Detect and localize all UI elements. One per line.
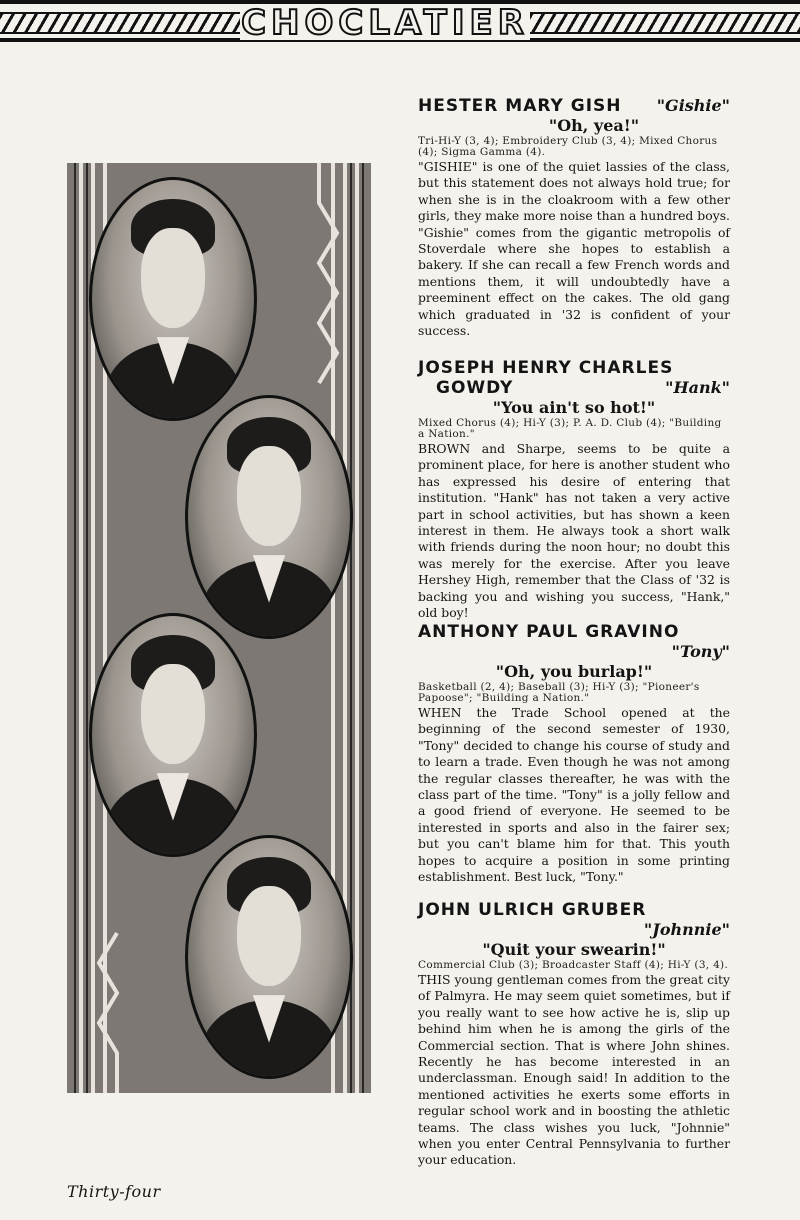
student-activities: Mixed Chorus (4); Hi-Y (3); P. A. D. Club (4); "Building a Nation." <box>418 417 722 440</box>
student-bio: WHEN the Trade School opened at the beginning of the second semester of 1930, "Tony" decided to change his course of study and to learn a trade. Even though he was not among the regular classes thereafter, he was with the class part of the time. "Tony" is a jolly fellow and a good friend of everyone. He seemed to be interested in sports and also in the fairer sex; but you can't blame him for that. This youth hopes to acquire a position in some printing establishment. Best luck, "Tony." <box>418 705 730 885</box>
page-number: Thirty-four <box>67 1182 161 1201</box>
header-zigzag-left <box>0 12 240 34</box>
student-activities: Tri-Hi-Y (3, 4); Embroidery Club (3, 4); Mixed Chorus (4); Sigma Gamma (4). <box>418 135 718 158</box>
student-quote: "Oh, yea!" <box>548 116 640 135</box>
student-activities: Commercial Club (3); Broadcaster Staff (4); Hi-Y (3, 4). <box>418 959 729 971</box>
student-quote: "Quit your swearin!" <box>482 940 666 959</box>
student-quote: "Oh, you burlap!" <box>495 662 653 681</box>
student-nickname: "Hank" <box>665 378 730 397</box>
student-quote: "You ain't so hot!" <box>492 398 656 417</box>
portrait-photo-gowdy <box>185 395 353 639</box>
student-nickname: "Johnnie" <box>643 920 730 939</box>
portrait-photo-gruber <box>185 835 353 1079</box>
header-zigzag-right <box>530 12 800 34</box>
student-name: ANTHONY PAUL GRAVINO <box>418 622 680 642</box>
student-nickname: "Gishie" <box>656 96 730 115</box>
header-title: CHOCLATIER <box>241 3 529 43</box>
entry-gravino <box>418 622 730 885</box>
photo-panel <box>67 163 371 1093</box>
student-name: HESTER MARY GISH <box>418 96 622 116</box>
student-activities: Basketball (2, 4); Baseball (3); Hi-Y (3); "Pioneer's Papoose"; "Building a Nation." <box>418 681 700 704</box>
portrait-photo-gish <box>89 177 257 421</box>
portrait-photo-gravino <box>89 613 257 857</box>
student-name-line1: JOSEPH HENRY CHARLES <box>418 358 674 378</box>
student-bio: BROWN and Sharpe, seems to be quite a prominent place, for here is another student who has expressed his desire of entering that institution. "Hank" has not taken a very active part in school activities, but has shown a keen interest in them. He always took a short walk with friends during the noon hour; no doubt this was merely for the exercise. After you leave Hershey High, remember that the Class of '32 is backing you and wishing you success, "Hank," old boy! <box>418 441 730 621</box>
entry-gruber <box>418 900 730 1169</box>
student-bio: "GISHIE" is one of the quiet lassies of the class, but this statement does not always hold true; for when she is in the cloakroom with a few other girls, they make more noise than a hundred boys. "Gishie" comes from the gigantic metropolis of Stoverdale where she hopes to establish a bakery. If she can recall a few French words and mentions them, it will undoubtedly have a preeminent effect on the cakes. The old gang which graduated in '32 is confident of your success. <box>418 159 730 339</box>
entry-gowdy <box>418 358 730 621</box>
entry-gish <box>418 96 730 339</box>
page-header <box>0 0 800 42</box>
student-name: JOHN ULRICH GRUBER <box>418 900 647 920</box>
student-nickname: "Tony" <box>671 642 730 661</box>
student-bio: THIS young gentleman comes from the great city of Palmyra. He may seem quiet sometimes, but if you really want to see how active he is, slip up behind him when he is among the girls of the Commercial section. That is where John shines. Recently he has become interested in an underclassman. Enough said! In addition to the mentioned activities he exerts some efforts in regular school work and in boosting the athletic teams. The class wishes you luck, "Johnnie" when you enter Central Pennsylvania to further your education. <box>418 972 730 1168</box>
student-name-line2: GOWDY <box>436 378 514 398</box>
